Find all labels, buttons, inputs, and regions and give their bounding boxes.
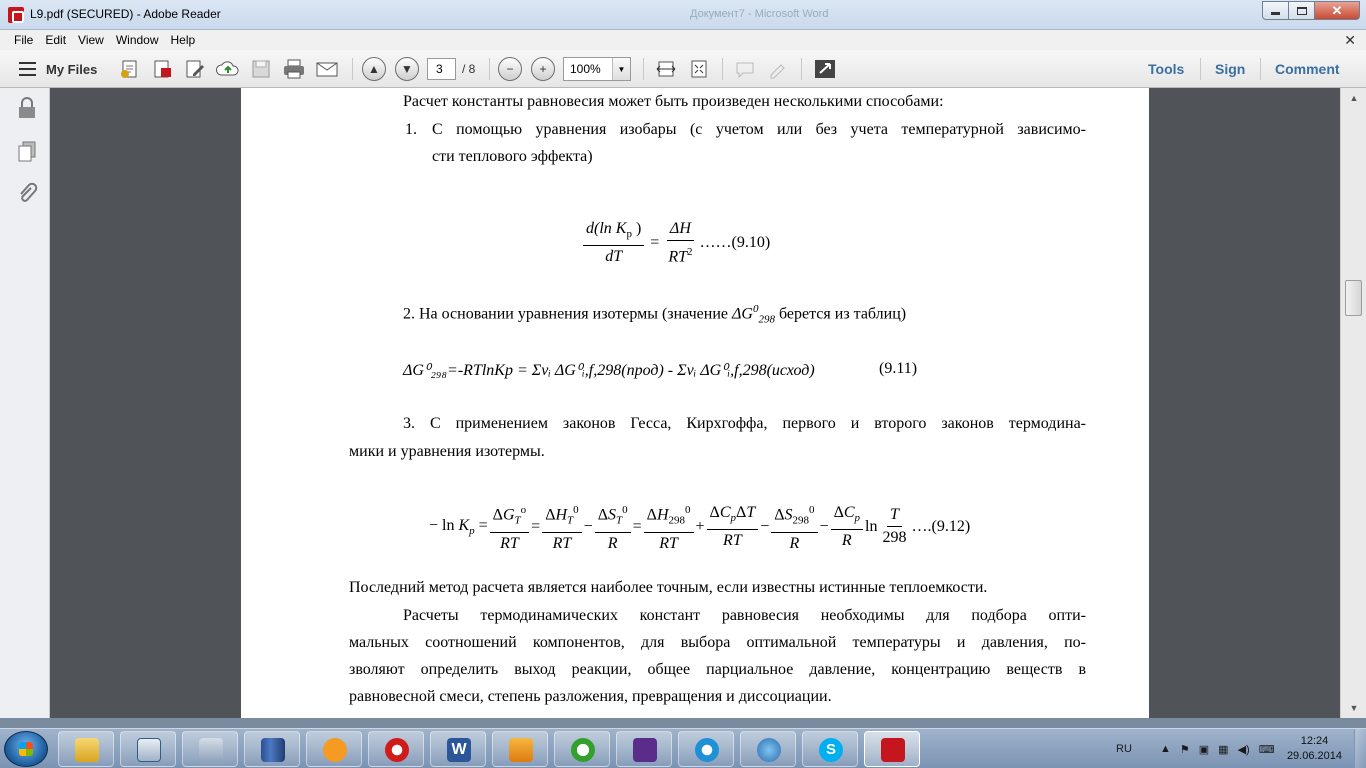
arrow-down-icon: ▼: [395, 57, 419, 81]
page-number-input[interactable]: 3: [427, 58, 456, 80]
close-document-icon[interactable]: ✕: [1344, 32, 1356, 48]
taskbar-library[interactable]: [244, 731, 300, 767]
create-pdf-icon[interactable]: [118, 57, 142, 81]
document-area[interactable]: [50, 88, 1340, 718]
scrollbar-thumb[interactable]: [1345, 280, 1362, 316]
attachments-icon[interactable]: [16, 182, 38, 204]
my-files-button[interactable]: My Files: [46, 61, 98, 77]
zoom-in-button[interactable]: [531, 57, 555, 81]
menu-file[interactable]: File: [14, 33, 34, 47]
menu-view[interactable]: View: [78, 33, 104, 47]
page-total: / 8: [462, 62, 476, 76]
doc-line: сти теплового эффекта): [432, 148, 593, 165]
print-icon[interactable]: [282, 57, 306, 81]
mail-agent-icon: [571, 738, 595, 762]
eq-text: ΔH: [669, 220, 691, 237]
eq-text: =: [650, 234, 660, 252]
arrow-up-icon: ▲: [362, 57, 386, 81]
device-icon[interactable]: ▣: [1198, 743, 1210, 756]
zoom-out-button[interactable]: [498, 57, 522, 81]
menu-bar: [0, 30, 1366, 50]
highlight-icon[interactable]: [766, 57, 790, 81]
maximize-button[interactable]: [1289, 1, 1315, 20]
doc-line: равновесной смеси, степень разложения, превращения и диссоциации.: [349, 688, 832, 705]
doc-text: 298: [758, 313, 775, 326]
page-thumbnails-icon[interactable]: [16, 140, 38, 162]
toolbar: [0, 50, 1366, 88]
folder-icon: [75, 738, 99, 762]
list-number: 1.: [405, 121, 417, 138]
doc-text: берется из таблиц): [774, 305, 907, 323]
email-icon[interactable]: [315, 57, 339, 81]
doc-line: Последний метод расчета является наиболее точным, если известны истинные теплоемкости.: [349, 579, 988, 596]
equation-9-11: [403, 360, 815, 380]
edit-pdf-icon[interactable]: [183, 57, 207, 81]
equation-label: ……(9.10): [699, 234, 771, 252]
system-tray: [1160, 729, 1275, 768]
taskbar-word[interactable]: [430, 731, 486, 767]
fit-page-icon[interactable]: [687, 57, 711, 81]
show-desktop-button[interactable]: [1354, 729, 1366, 768]
internet-explorer-icon: [695, 738, 719, 762]
fullscreen-icon[interactable]: [813, 57, 837, 81]
taskbar-internet-explorer[interactable]: [678, 731, 734, 767]
skype-icon: S: [819, 738, 843, 762]
volume-icon[interactable]: ◀): [1237, 743, 1250, 756]
eq-text: dT: [605, 248, 623, 266]
taskbar-media-player[interactable]: [306, 731, 362, 767]
plus-icon: +: [531, 57, 555, 81]
background-window-title: Документ7 - Microsoft Word: [690, 8, 829, 20]
zoom-value: 100%: [570, 62, 601, 76]
equation-9-10: [581, 220, 770, 266]
clock[interactable]: [1287, 734, 1342, 764]
minimize-icon: [1271, 12, 1280, 15]
taskbar-onenote[interactable]: [616, 731, 672, 767]
doc-line: Расчет константы равновесия может быть произведен несколькими способами:: [403, 93, 944, 110]
taskbar-network[interactable]: [740, 731, 796, 767]
clock-time: 12:24: [1300, 735, 1329, 747]
equation-label: (9.11): [879, 360, 918, 377]
eq-sup: 2: [686, 246, 693, 258]
opera-icon: [385, 738, 409, 762]
menu-icon[interactable]: [18, 62, 36, 76]
fit-width-icon[interactable]: [654, 57, 678, 81]
notebook-icon: [633, 738, 657, 762]
menu-edit[interactable]: Edit: [45, 33, 67, 47]
window-icon: [137, 738, 161, 762]
doc-line: С помощью уравнения изобары (с учетом или без учета температурной зависимо-: [432, 121, 1086, 138]
equation-9-12: − $\ln K_p$ = $\frac{\Delta G_T^o}{RT}$ = $\frac{\Delta H_T^0}{RT}$ − $\frac{\Delta S_T^0}{R}$ = $\frac{\Delta H_{298}^0}{RT}$ + $\frac{\Delta C_p\Delta T}{RT}$ − $\frac{\Delta S_{298}^0}{R}$ − $\frac{\Delta C_p}{R}$ ln $\frac{T}{298}$ ….(9.12): [429, 501, 970, 553]
fraction: [665, 220, 695, 266]
eq-text: ΔG⁰₂₉₈=-RTlnKp = Σνᵢ ΔG⁰ᵢ,f,298(прод) - Σνᵢ ΔG⁰ᵢ,f,298(исход): [403, 362, 815, 379]
close-icon: ✕: [1331, 2, 1343, 18]
doc-text: ΔG: [732, 305, 753, 323]
start-button[interactable]: [4, 731, 48, 767]
scroll-up-icon[interactable]: ▲: [1349, 93, 1359, 103]
minus-icon: −: [498, 57, 522, 81]
fraction: $\frac{d(\ln K_p )}{dT}$: [583, 220, 644, 266]
chevron-down-icon: ▼: [612, 58, 630, 80]
comment-button[interactable]: Comment: [1275, 61, 1340, 77]
doc-line: Расчеты термодинамических констант равновесия необходимы для подбора опти-: [403, 607, 1086, 624]
word-icon: W: [447, 738, 471, 762]
tools-button[interactable]: Tools: [1148, 61, 1185, 77]
scroll-down-icon[interactable]: ▼: [1349, 703, 1359, 713]
taskbar-explorer[interactable]: [58, 731, 114, 767]
window-title: L9.pdf (SECURED) - Adobe Reader: [30, 7, 221, 21]
language-indicator[interactable]: RU: [1116, 743, 1132, 755]
media-player-icon: [323, 738, 347, 762]
network-icon[interactable]: ▦: [1218, 743, 1229, 756]
next-page-button[interactable]: [395, 57, 419, 81]
taskbar-skype[interactable]: [802, 731, 858, 767]
globe-icon: [757, 738, 781, 762]
doc-line: [403, 303, 906, 326]
save-icon[interactable]: [249, 57, 273, 81]
doc-line: 3. С применением законов Гесса, Кирхгоффа, первого и второго законов термодина-: [403, 415, 1086, 432]
navigation-pane: [0, 88, 50, 718]
taskbar-calculator[interactable]: [182, 731, 238, 767]
upload-cloud-icon[interactable]: [216, 57, 240, 81]
taskbar-help[interactable]: [492, 731, 548, 767]
adobe-reader-icon: [881, 738, 905, 762]
lock-icon[interactable]: [16, 96, 38, 118]
export-pdf-icon[interactable]: [150, 57, 174, 81]
eq-text: RT: [668, 248, 687, 266]
title-bar: [0, 0, 1366, 30]
doc-text: 0: [752, 303, 759, 315]
sign-button[interactable]: Sign: [1215, 61, 1246, 77]
keyboard-icon[interactable]: ⌨: [1258, 743, 1275, 756]
vertical-scrollbar[interactable]: [1340, 88, 1366, 718]
menu-window[interactable]: Window: [115, 33, 159, 47]
taskbar: [0, 728, 1366, 768]
maximize-icon: [1297, 7, 1307, 15]
equation-label: ….(9.12): [911, 517, 971, 535]
adobe-reader-icon: [8, 7, 24, 23]
previous-page-button[interactable]: [362, 57, 386, 81]
pdf-page: [241, 88, 1149, 718]
zoom-select[interactable]: [563, 57, 631, 81]
close-button[interactable]: [1315, 1, 1360, 20]
taskbar-app-window[interactable]: [120, 731, 176, 767]
comment-bubble-icon[interactable]: [733, 57, 757, 81]
flag-icon[interactable]: ⚑: [1179, 743, 1190, 756]
doc-line: мальных соотношений компонентов, для выбора оптимальной температуры и давления, по-: [349, 634, 1086, 651]
doc-line: зволяют определить выход реакции, общее парциальное давление, концентрацию веществ в: [349, 661, 1086, 678]
doc-line: мики и уравнения изотермы.: [349, 443, 545, 460]
menu-help[interactable]: Help: [170, 33, 196, 47]
eq-text: d(ln K: [586, 220, 627, 238]
calculator-icon: [199, 738, 223, 762]
books-icon: [261, 738, 285, 762]
clock-date: 29.06.2014: [1286, 750, 1342, 762]
eq-sub: p: [626, 228, 632, 241]
doc-text: 2. На основании уравнения изотермы (значение: [403, 305, 733, 323]
show-hidden-icons-icon[interactable]: ▲: [1160, 743, 1171, 755]
help-icon: [509, 738, 533, 762]
taskbar-agent[interactable]: [554, 731, 610, 767]
taskbar-opera[interactable]: [368, 731, 424, 767]
minimize-button[interactable]: [1262, 1, 1289, 20]
taskbar-adobe-reader[interactable]: [864, 731, 920, 767]
